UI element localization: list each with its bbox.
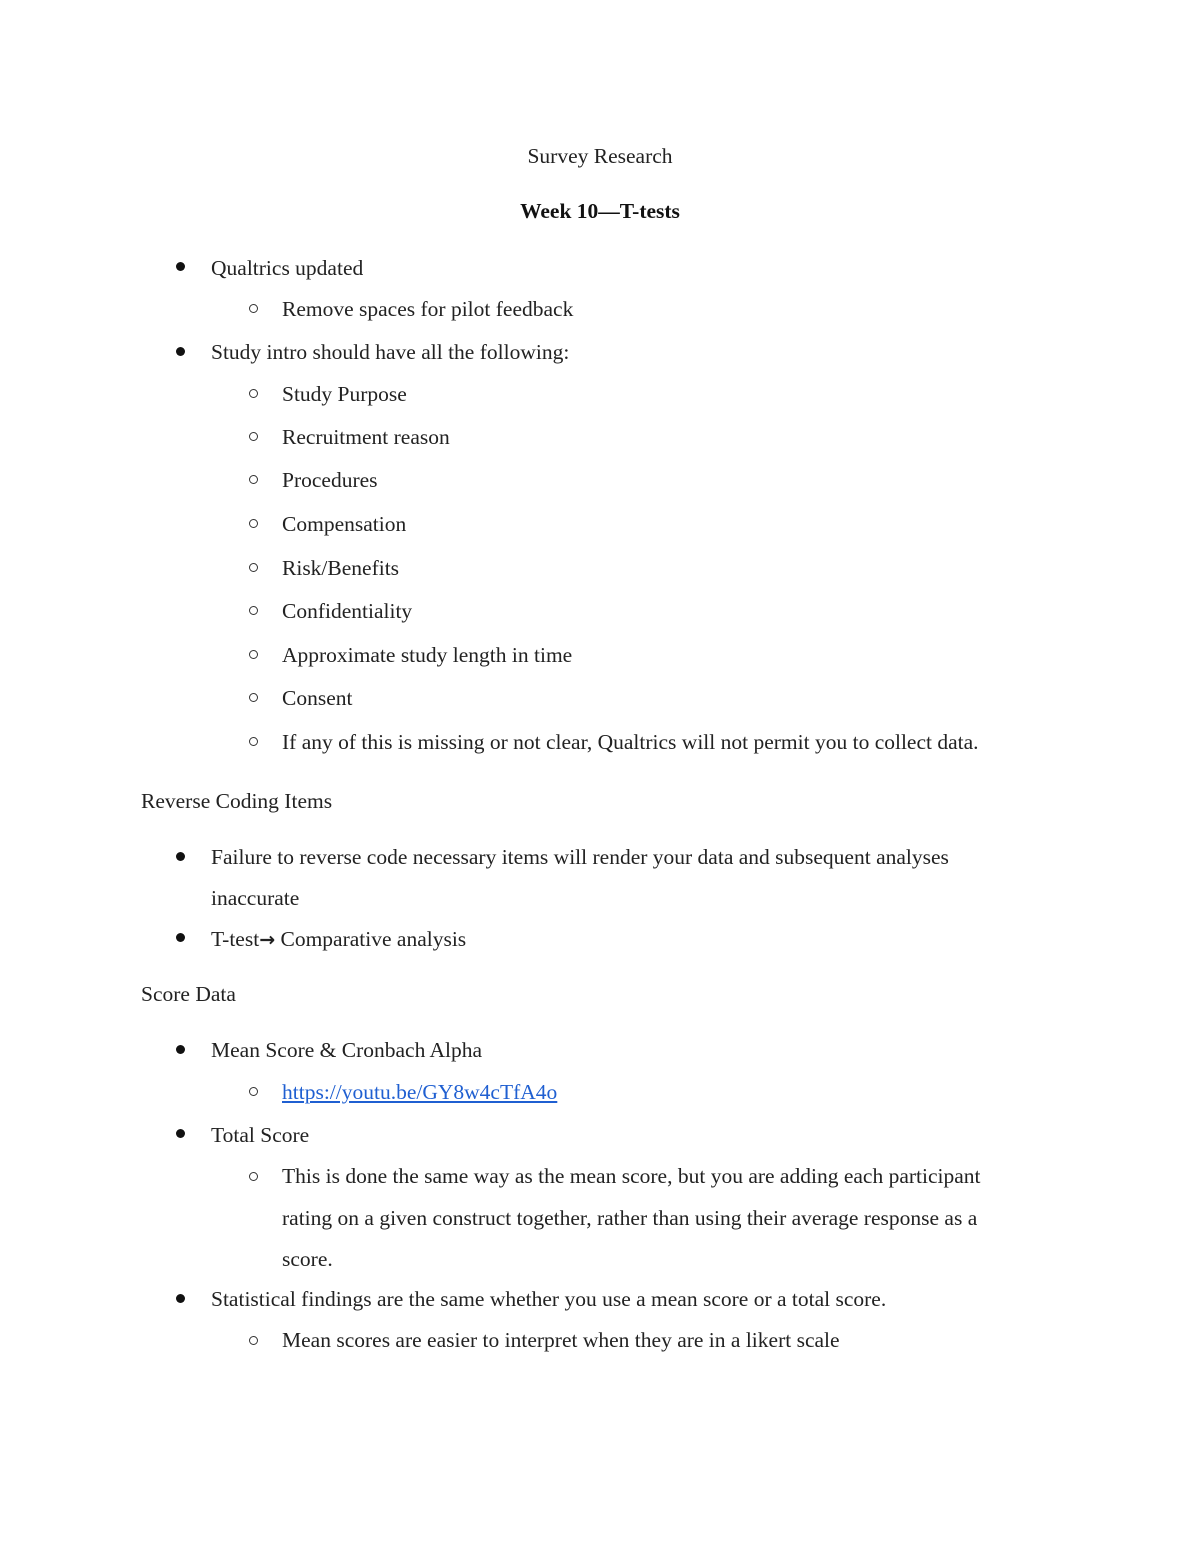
circle-bullet-icon — [249, 519, 258, 528]
list-item-statistical-findings: Statistical findings are the same whether you use a mean score or a total score. — [211, 1287, 887, 1311]
document-subtitle: Week 10—T-tests — [520, 199, 680, 223]
list-item-failure-line1: Failure to reverse code necessary items will render your data and subsequent analyses — [211, 845, 949, 869]
circle-bullet-icon — [249, 1172, 258, 1181]
circle-bullet-icon — [249, 1336, 258, 1345]
circle-bullet-icon — [249, 304, 258, 313]
comparative-analysis-label: Comparative analysis — [275, 927, 467, 951]
bullet-icon — [176, 1045, 185, 1054]
circle-bullet-icon — [249, 693, 258, 702]
list-item-qualtrics-updated: Qualtrics updated — [211, 256, 364, 280]
list-item-total-score: Total Score — [211, 1123, 310, 1147]
bullet-icon — [176, 1129, 185, 1138]
sub-item-link — [282, 1082, 557, 1104]
sub-item-consent: Consent — [282, 686, 353, 710]
circle-bullet-icon — [249, 606, 258, 615]
circle-bullet-icon — [249, 389, 258, 398]
sub-item-missing-warning: If any of this is missing or not clear, Qualtrics will not permit you to collect data. — [282, 730, 979, 754]
bullet-icon — [176, 262, 185, 271]
sub-item-recruitment-reason: Recruitment reason — [282, 425, 450, 449]
circle-bullet-icon — [249, 650, 258, 659]
youtube-link[interactable]: https://youtu.be/GY8w4cTfA4o — [282, 1080, 558, 1104]
sub-item-risk-benefits: Risk/Benefits — [282, 556, 400, 580]
circle-bullet-icon — [249, 1087, 258, 1096]
list-item-study-intro: Study intro should have all the following: — [211, 340, 570, 364]
sub-item-compensation: Compensation — [282, 512, 407, 536]
document-title: Survey Research — [527, 144, 673, 168]
bullet-icon — [176, 933, 185, 942]
list-item-t-test — [211, 929, 466, 951]
sub-item-total-score-line3: score. — [282, 1247, 333, 1271]
bullet-icon — [176, 347, 185, 356]
arrow-right-icon: → — [259, 929, 276, 951]
bullet-icon — [176, 852, 185, 861]
circle-bullet-icon — [249, 432, 258, 441]
section-heading-reverse-coding: Reverse Coding Items — [141, 789, 333, 813]
list-item-mean-score: Mean Score & Cronbach Alpha — [211, 1038, 483, 1062]
t-test-label: T-test — [211, 927, 260, 951]
sub-item-total-score-line1: This is done the same way as the mean score, but you are adding each participant — [282, 1164, 981, 1188]
list-item-failure-line2: inaccurate — [211, 886, 300, 910]
sub-item-likert: Mean scores are easier to interpret when they are in a likert scale — [282, 1328, 840, 1352]
sub-item-confidentiality: Confidentiality — [282, 599, 413, 623]
sub-item-remove-spaces: Remove spaces for pilot feedback — [282, 297, 574, 321]
circle-bullet-icon — [249, 475, 258, 484]
section-heading-score-data: Score Data — [141, 982, 236, 1006]
sub-item-study-length: Approximate study length in time — [282, 643, 573, 667]
circle-bullet-icon — [249, 563, 258, 572]
circle-bullet-icon — [249, 737, 258, 746]
bullet-icon — [176, 1294, 185, 1303]
sub-item-procedures: Procedures — [282, 468, 378, 492]
sub-item-total-score-line2: rating on a given construct together, rather than using their average response as a — [282, 1206, 978, 1230]
sub-item-study-purpose: Study Purpose — [282, 382, 407, 406]
